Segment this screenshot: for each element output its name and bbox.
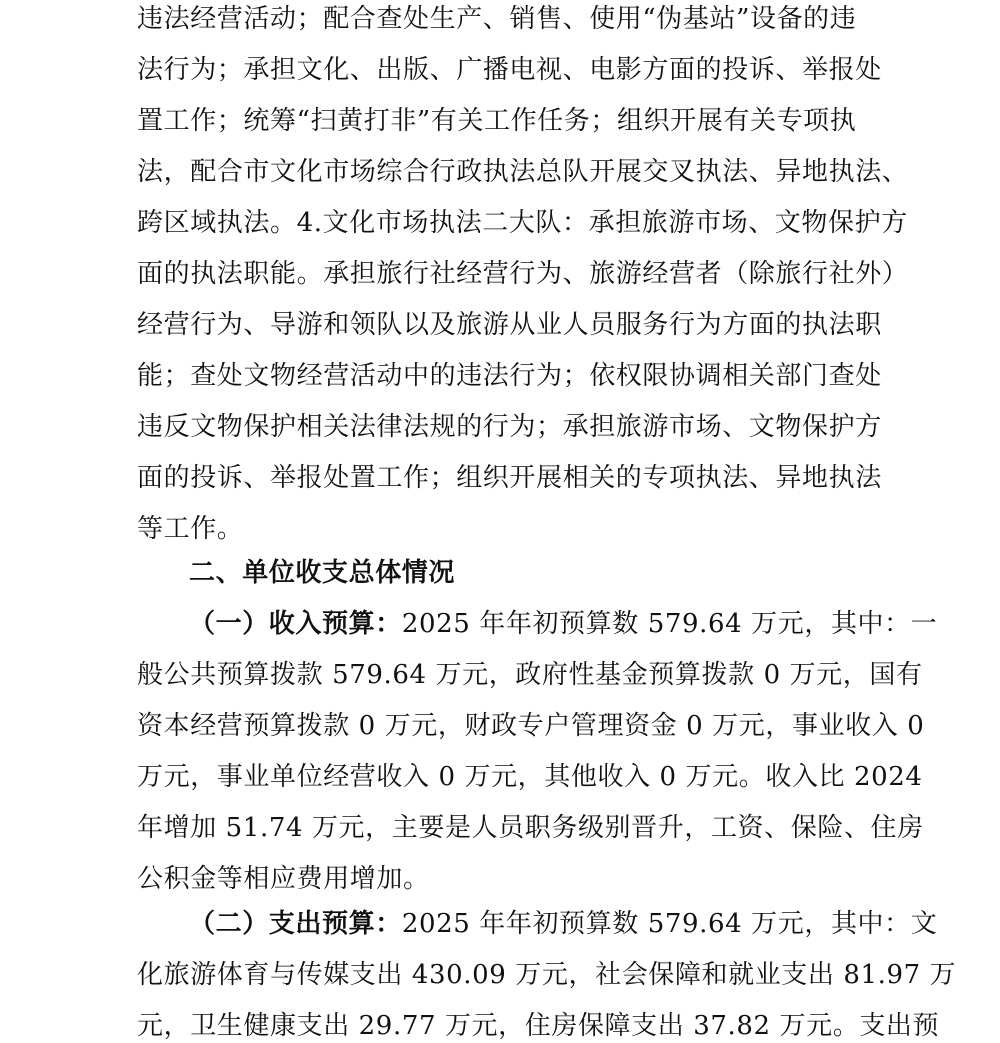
paragraph-line: 化旅游体育与传媒支出 430.09 万元，社会保障和就业支出 81.97 万 [137, 960, 957, 990]
income-first-line [189, 599, 937, 650]
income-subheading: （一）收入预算： [189, 609, 402, 639]
paragraph-line: 公积金等相应费用增加。 [137, 864, 430, 894]
paragraph-line: 法行为；承担文化、出版、广播电视、电影方面的投诉、举报处 [137, 55, 882, 85]
expense-subheading: （二）支出预算： [189, 909, 402, 939]
paragraph-line: 跨区域执法。4.文化市场执法二大队：承担旅游市场、文物保护方 [137, 208, 908, 238]
paragraph-line: 置工作；统筹“扫黄打非”有关工作任务；组织开展有关专项执 [137, 106, 857, 136]
expense-text: 2025 年年初预算数 579.64 万元，其中：文 [401, 909, 938, 939]
paragraph-line: 万元，事业单位经营收入 0 万元，其他收入 0 万元。收入比 2024 [137, 762, 923, 792]
paragraph-line: 面的执法职能。承担旅行社经营行为、旅游经营者（除旅行社外） [137, 259, 909, 289]
paragraph-line: 年增加 51.74 万元，主要是人员职务级别晋升，工资、保险、住房 [137, 813, 924, 843]
income-text: 2025 年年初预算数 579.64 万元，其中：一 [401, 609, 938, 639]
paragraph-line: 等工作。 [137, 514, 244, 544]
paragraph-line: 法，配合市文化市场综合行政执法总队开展交叉执法、异地执法、 [137, 157, 909, 187]
paragraph-line: 元，卫生健康支出 29.77 万元，住房保障支出 37.82 万元。支出预 [137, 1011, 940, 1041]
paragraph-line: 经营行为、导游和领队以及旅游从业人员服务行为方面的执法职 [137, 310, 882, 340]
paragraph-line: 面的投诉、举报处置工作；组织开展相关的专项执法、异地执法 [137, 463, 882, 493]
paragraph-line: 般公共预算拨款 579.64 万元，政府性基金预算拨款 0 万元，国有 [137, 660, 923, 690]
paragraph-line: 违法经营活动；配合查处生产、销售、使用“伪基站”设备的违 [137, 4, 857, 34]
expense-first-line [189, 899, 937, 950]
paragraph-line: 违反文物保护相关法律法规的行为；承担旅游市场、文物保护方 [137, 412, 882, 442]
section-heading: 二、单位收支总体情况 [189, 558, 456, 588]
paragraph-line: 资本经营预算拨款 0 万元，财政专户管理资金 0 万元，事业收入 0 [137, 711, 925, 741]
paragraph-line: 能；查处文物经营活动中的违法行为；依权限协调相关部门查处 [137, 361, 882, 391]
